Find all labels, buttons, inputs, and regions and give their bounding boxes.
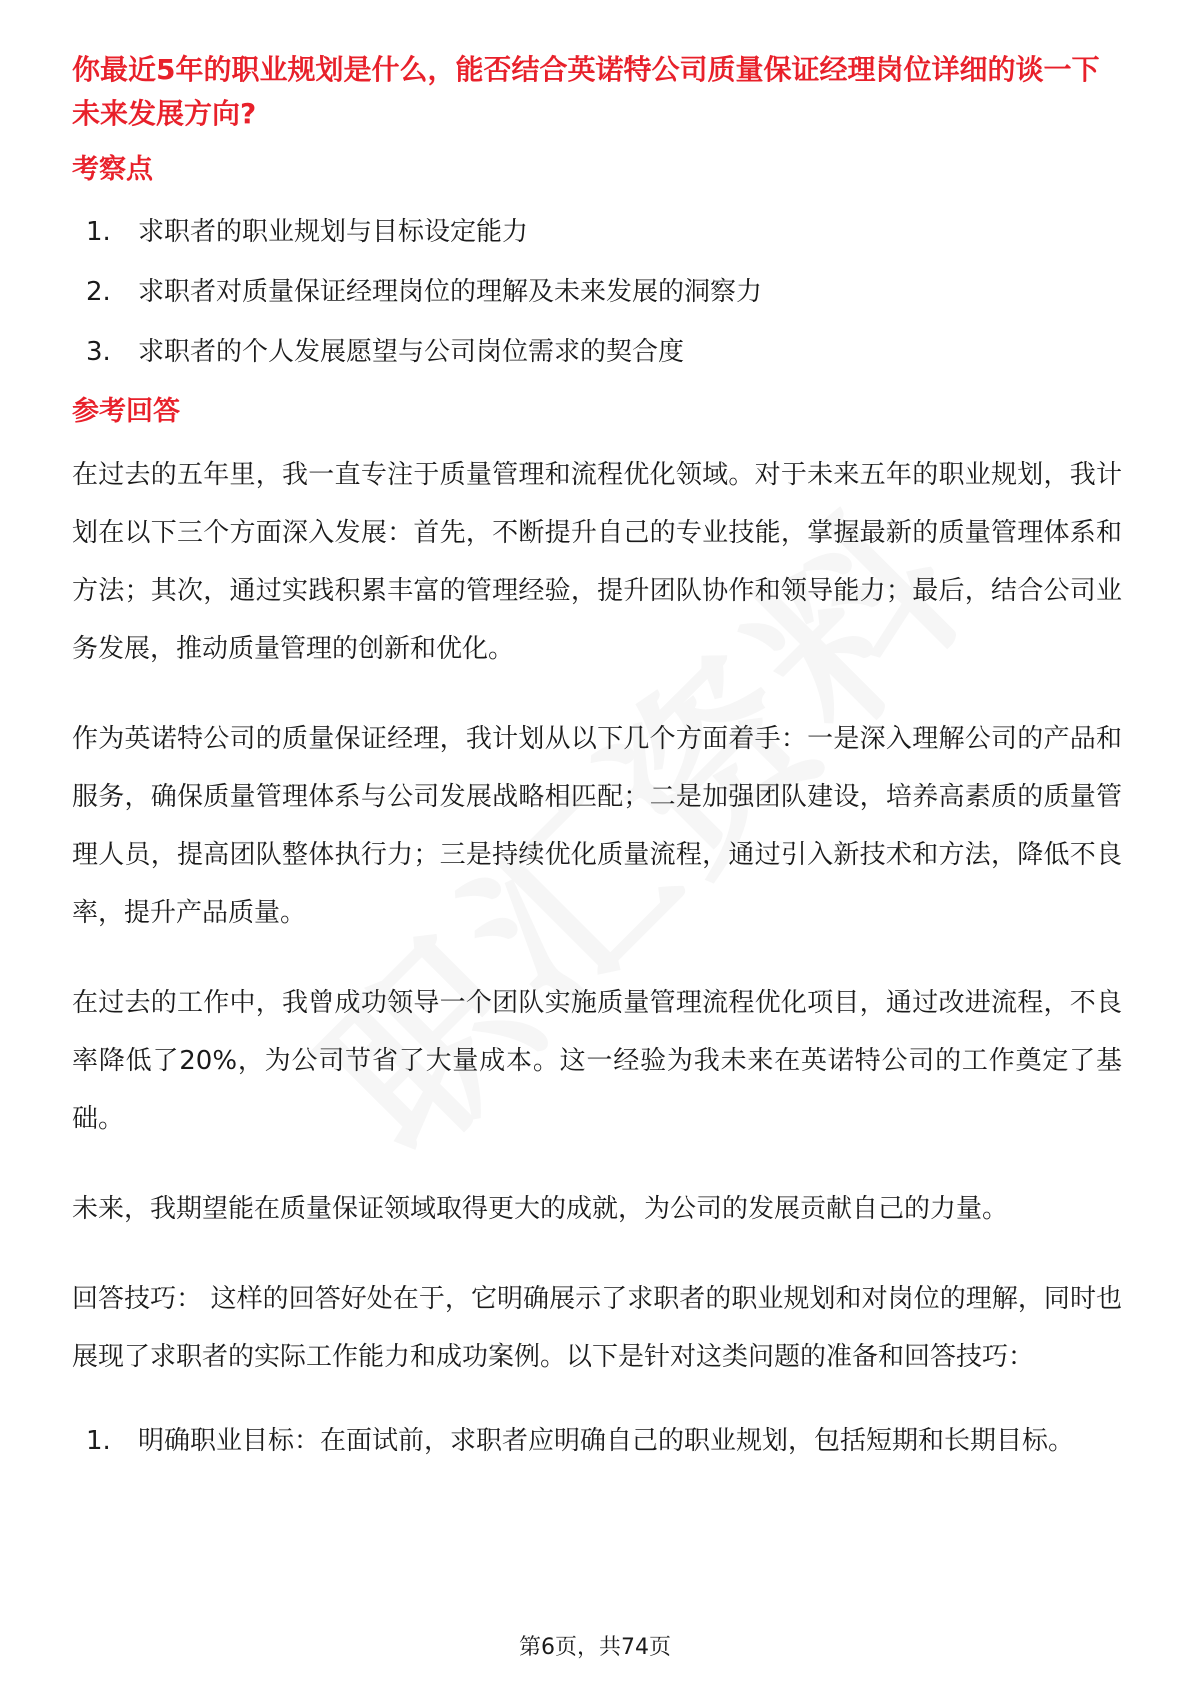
points-list [72,212,1122,372]
list-text: 求职者的职业规划与目标设定能力 [138,217,529,247]
page-footer: 第6页，共74页 [519,1635,671,1660]
answer-paragraph: 在过去的工作中，我曾成功领导一个团队实施质量管理流程优化项目，通过改进流程，不良率降低了20%，为公司节省了大量成本。这一经验为我未来在英诺特公司的工作奠定了基础。 [72,988,1122,1134]
question-title: 你最近5年的职业规划是什么，能否结合英诺特公司质量保证经理岗位详细的谈一下未来发展方向? [72,53,1100,130]
section-heading-points: 考察点 [72,154,153,185]
list-item [72,212,1122,252]
section-heading-answer: 参考回答 [72,396,180,427]
list-number: 2. [86,277,111,307]
list-number: 1. [86,1426,111,1456]
answer-tips-paragraph: 回答技巧： 这样的回答好处在于，它明确展示了求职者的职业规划和对岗位的理解，同时也展现了求职者的实际工作能力和成功案例。以下是针对这类问题的准备和回答技巧： [72,1284,1122,1372]
tips-list [72,1412,1122,1470]
answer-paragraph: 作为英诺特公司的质量保证经理，我计划从以下几个方面着手：一是深入理解公司的产品和服务，确保质量管理体系与公司发展战略相匹配；二是加强团队建设，培养高素质的质量管理人员，提高团队整体执行力；三是持续优化质量流程，通过引入新技术和方法，降低不良率，提升产品质量。 [72,724,1122,928]
list-number: 1. [86,217,111,247]
list-text: 求职者对质量保证经理岗位的理解及未来发展的洞察力 [138,277,763,307]
list-item [72,332,1122,372]
answer-paragraph: 未来，我期望能在质量保证领域取得更大的成就，为公司的发展贡献自己的力量。 [72,1194,1009,1224]
list-item [72,1412,1122,1470]
document-page [72,48,1122,1470]
list-item [72,272,1122,312]
list-text: 求职者的个人发展愿望与公司岗位需求的契合度 [138,337,685,367]
answer-paragraph: 在过去的五年里，我一直专注于质量管理和流程优化领域。对于未来五年的职业规划，我计划在以下三个方面深入发展：首先，不断提升自己的专业技能，掌握最新的质量管理体系和方法；其次，通过实践积累丰富的管理经验，提升团队协作和领导能力；最后，结合公司业务发展，推动质量管理的创新和优化。 [72,460,1122,664]
list-text: 明确职业目标：在面试前，求职者应明确自己的职业规划，包括短期和长期目标。 [138,1426,1075,1456]
list-number: 3. [86,337,111,367]
